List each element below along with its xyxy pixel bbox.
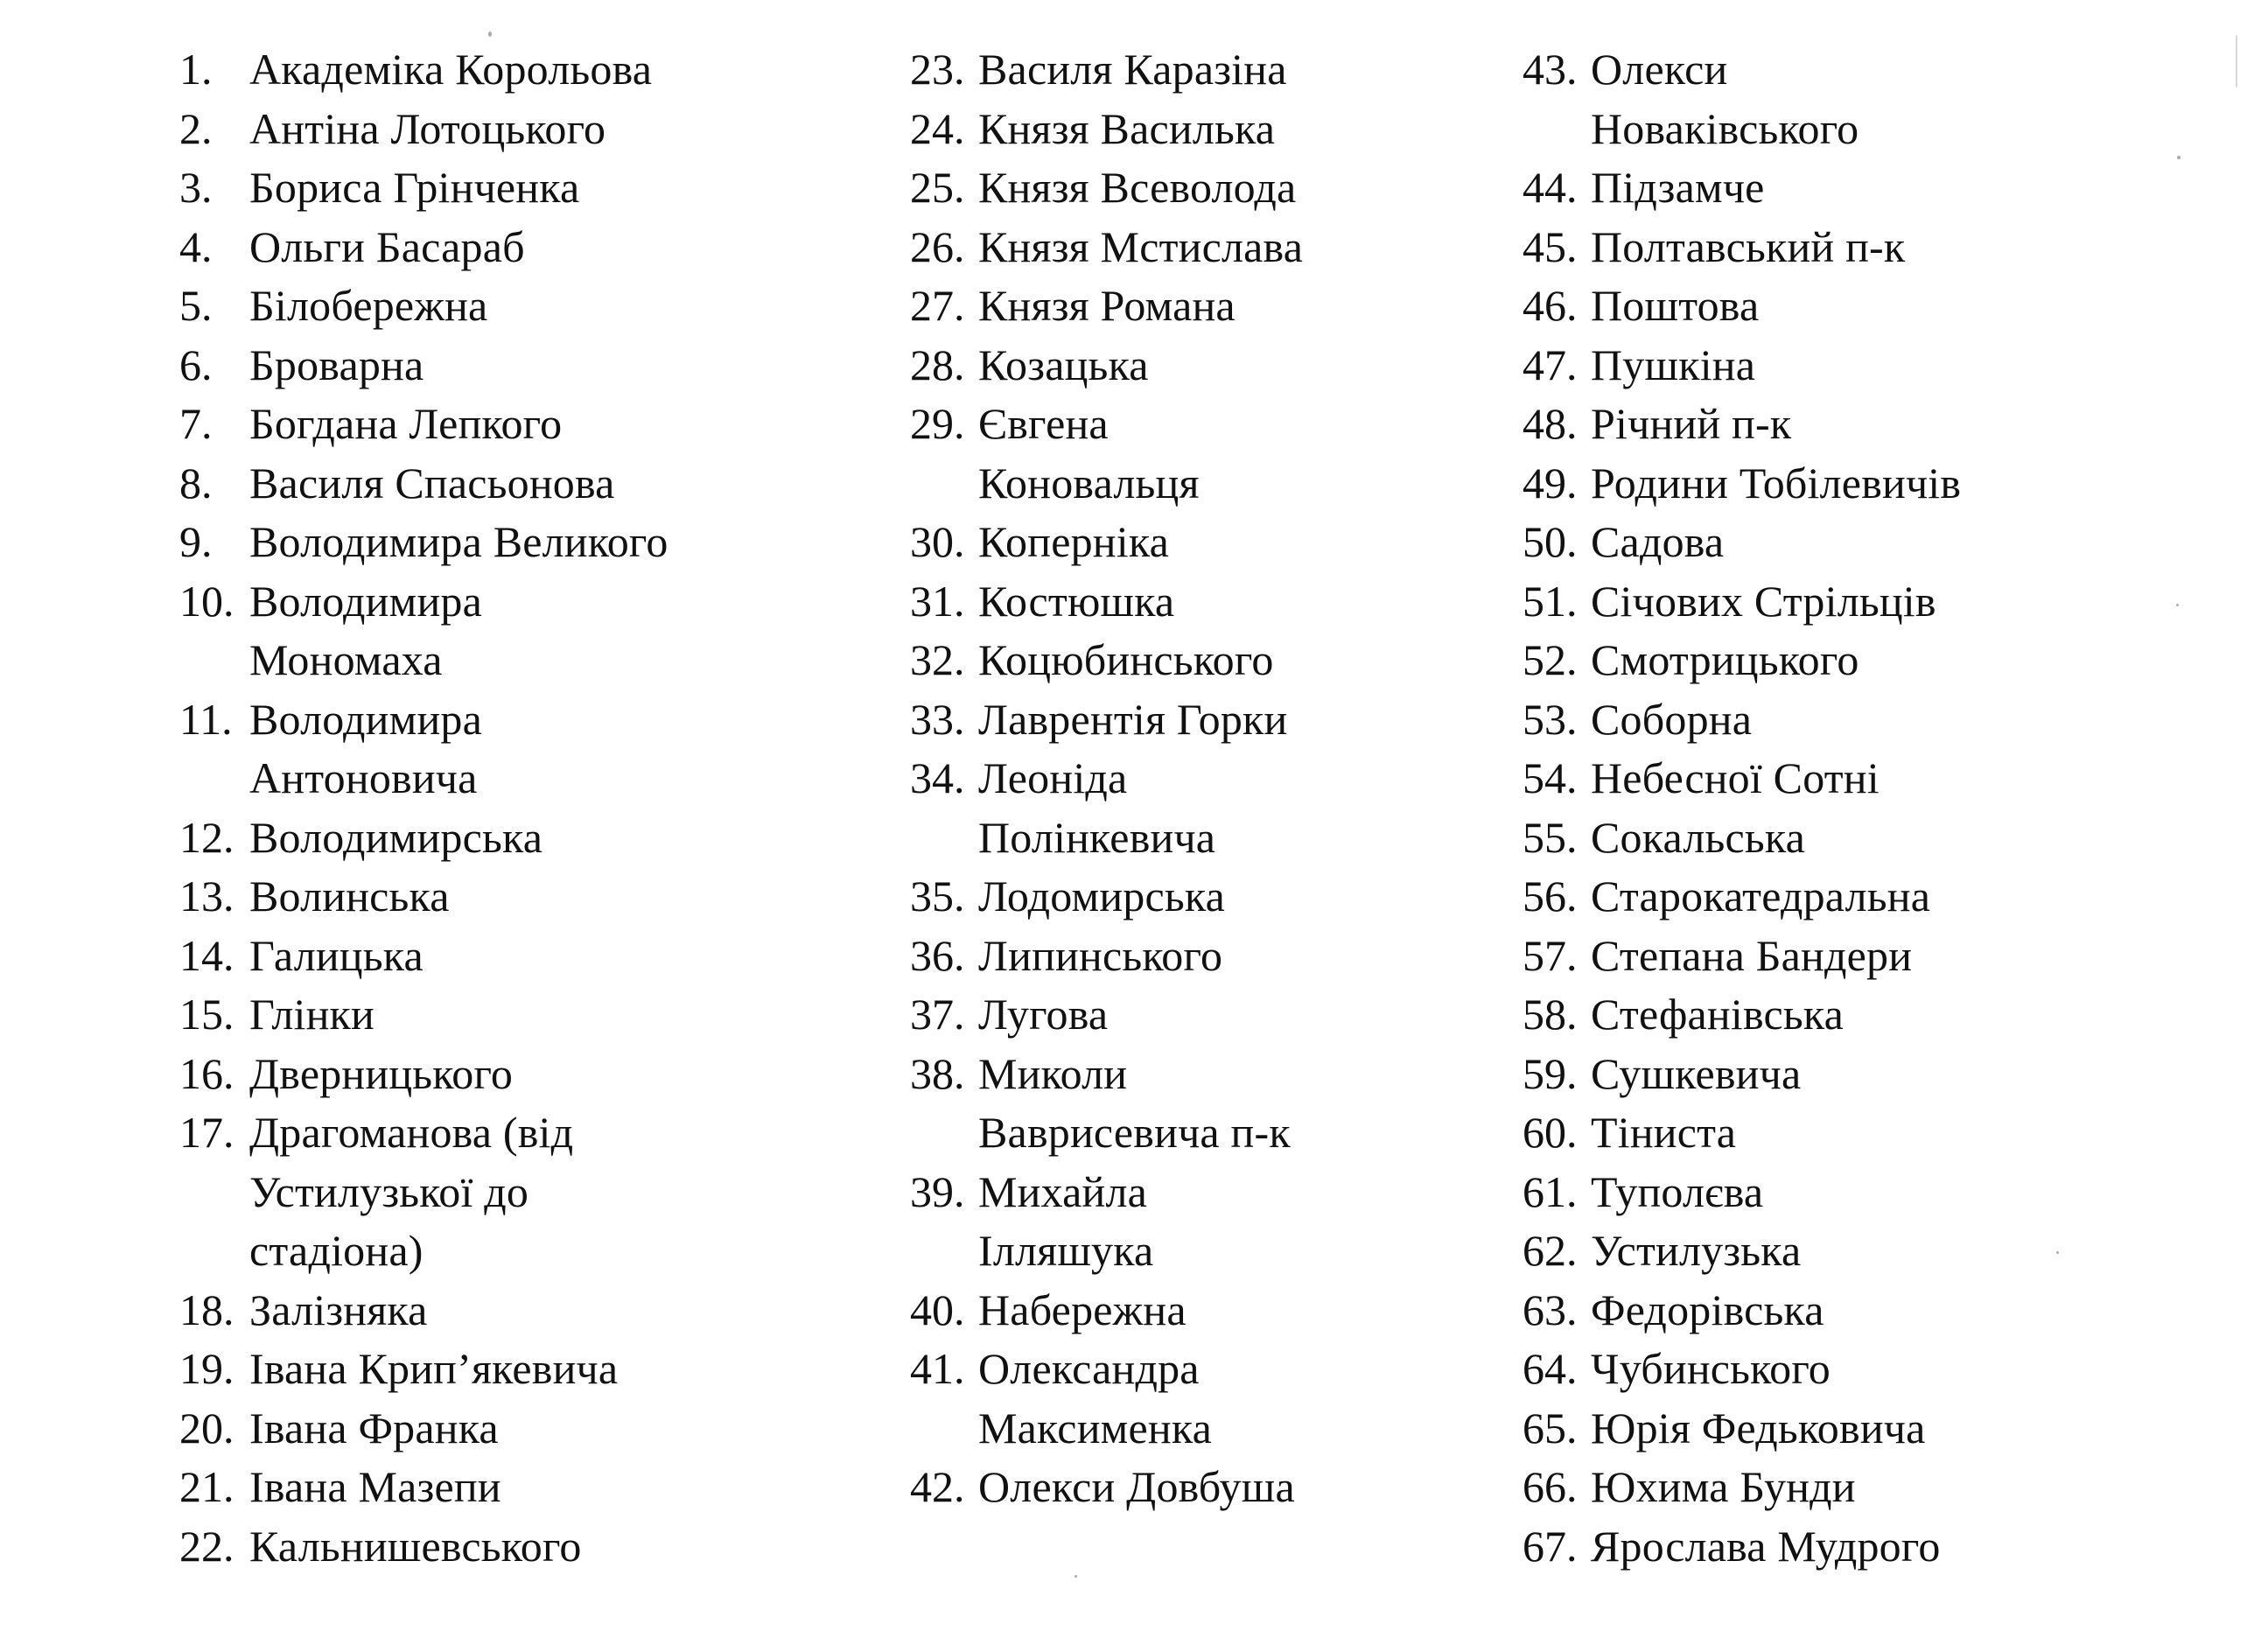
- street-name: [249, 276, 844, 336]
- street-name: [978, 1281, 1521, 1340]
- street-name: [1591, 1103, 2238, 1163]
- street-name: [1591, 985, 2238, 1045]
- street-name-line: Євгена: [978, 399, 1109, 448]
- list-item: [1522, 808, 2240, 868]
- item-number: 31.: [910, 576, 965, 626]
- street-name: [249, 1340, 844, 1399]
- item-number: 21.: [179, 1462, 234, 1511]
- list-item: [1522, 1517, 2240, 1577]
- list-item: [910, 1458, 1522, 1517]
- list-item: [1522, 1281, 2240, 1340]
- list-item: [1522, 1222, 2240, 1281]
- street-name: [1591, 1517, 2238, 1577]
- item-number: 49.: [1522, 458, 1578, 508]
- list-item: [910, 631, 1522, 690]
- list-item: [1522, 749, 2240, 808]
- list-item: [910, 336, 1522, 396]
- list-item: [179, 454, 879, 514]
- item-number: 13.: [179, 872, 234, 920]
- street-name: [1591, 40, 2238, 158]
- street-name-line: Старокатедральна: [1591, 872, 1931, 920]
- item-number: 64.: [1522, 1344, 1578, 1393]
- street-name: [249, 985, 844, 1045]
- street-name: [249, 100, 844, 159]
- street-name: [1591, 336, 2238, 396]
- street-name-line: Глінки: [249, 990, 374, 1039]
- list-item: [179, 100, 879, 159]
- list-item: [910, 276, 1522, 336]
- list-item: [910, 690, 1522, 750]
- street-name-line: Антоновича: [249, 753, 478, 802]
- item-number: 67.: [1522, 1521, 1578, 1571]
- street-name: [1591, 808, 2238, 868]
- item-number: 1.: [179, 45, 213, 94]
- street-name-line: Поштова: [1591, 281, 1760, 330]
- street-name-line: Волинська: [249, 872, 450, 920]
- item-number: 47.: [1522, 340, 1578, 389]
- item-number: 2.: [179, 103, 213, 153]
- street-name-line: Миколи: [978, 1048, 1128, 1098]
- list-item: [1522, 454, 2240, 514]
- street-name-line: Лугова: [978, 990, 1109, 1039]
- street-name-line: Юхима Бунди: [1591, 1462, 1856, 1511]
- street-name: [1591, 749, 2238, 808]
- item-number: 30.: [910, 517, 965, 566]
- street-name: [978, 395, 1521, 513]
- street-name-line: Пушкіна: [1591, 340, 1756, 389]
- item-number: 4.: [179, 221, 213, 271]
- item-number: 33.: [910, 694, 965, 744]
- list-item: [1522, 513, 2240, 572]
- item-number: 62.: [1522, 1226, 1578, 1275]
- item-number: 44.: [1522, 163, 1578, 212]
- street-name: [1591, 690, 2238, 750]
- street-name-line: Сушкевича: [1591, 1048, 1802, 1098]
- street-name: [978, 40, 1521, 100]
- item-number: 54.: [1522, 753, 1578, 802]
- street-name: [978, 867, 1521, 927]
- item-number: 57.: [1522, 930, 1578, 980]
- street-name-line: Князя Всеволода: [978, 163, 1297, 212]
- street-name-line: Бориса Грінченка: [249, 163, 580, 212]
- list-item: [1522, 867, 2240, 927]
- list-item: [910, 867, 1522, 927]
- street-name-line: Підзамче: [1591, 163, 1765, 212]
- street-name-line: Федорівська: [1591, 1284, 1824, 1334]
- street-name-line: Залізняка: [249, 1284, 428, 1334]
- item-number: 39.: [910, 1166, 965, 1216]
- list-item: [179, 40, 879, 100]
- street-name: [978, 985, 1521, 1045]
- street-name-line: Ілляшука: [978, 1226, 1154, 1275]
- list-item: [179, 218, 879, 277]
- street-name-line: Ярослава Мудрого: [1591, 1521, 1941, 1571]
- street-name: [978, 1163, 1521, 1281]
- list-item: [910, 749, 1522, 867]
- street-name-line: Чубинського: [1591, 1344, 1831, 1393]
- item-number: 52.: [1522, 635, 1578, 684]
- street-name-line: Галицька: [249, 930, 424, 980]
- street-name: [978, 336, 1521, 396]
- item-number: 20.: [179, 1403, 234, 1452]
- street-name-line: Ваврисевича п-к: [978, 1108, 1291, 1157]
- street-name: [978, 572, 1521, 632]
- item-number: 51.: [1522, 576, 1578, 626]
- street-name: [1591, 927, 2238, 986]
- street-name: [1591, 1340, 2238, 1399]
- street-name-line: Антіна Лотоцького: [249, 103, 606, 153]
- street-name: [249, 1281, 844, 1340]
- item-number: 63.: [1522, 1284, 1578, 1334]
- list-item: [179, 690, 879, 808]
- street-name: [978, 218, 1521, 277]
- list-item: [910, 1163, 1522, 1281]
- street-name: [249, 158, 844, 218]
- street-name: [249, 395, 844, 454]
- list-item: [1522, 276, 2240, 336]
- list-item: [179, 808, 879, 868]
- item-number: 25.: [910, 163, 965, 212]
- item-number: 7.: [179, 399, 213, 448]
- street-name-line: Василя Спасьонова: [249, 458, 615, 508]
- item-number: 10.: [179, 576, 234, 626]
- street-list-column-1: [179, 40, 879, 1576]
- list-item: [910, 513, 1522, 572]
- street-name-line: Академіка Корольова: [249, 45, 653, 94]
- street-name-line: Козацька: [978, 340, 1149, 389]
- street-name: [978, 1458, 1521, 1517]
- street-name: [249, 1045, 844, 1104]
- list-item: [1522, 572, 2240, 632]
- street-name-line: Князя Василька: [978, 103, 1276, 153]
- street-name: [249, 808, 844, 868]
- street-name-line: Костюшка: [978, 576, 1175, 626]
- item-number: 6.: [179, 340, 213, 389]
- street-name-line: Коновальця: [978, 458, 1200, 508]
- street-name-line: Броварна: [249, 340, 424, 389]
- item-number: 12.: [179, 812, 234, 862]
- street-name: [978, 1340, 1521, 1458]
- street-name-line: Володимира: [249, 694, 482, 744]
- item-number: 60.: [1522, 1108, 1578, 1157]
- list-item: [910, 40, 1522, 100]
- street-name: [1591, 1045, 2238, 1104]
- street-name: [249, 690, 844, 808]
- list-item: [910, 927, 1522, 986]
- street-name: [978, 158, 1521, 218]
- list-item: [179, 1458, 879, 1517]
- street-name-line: Стефанівська: [1591, 990, 1844, 1039]
- item-number: 23.: [910, 45, 965, 94]
- item-number: 66.: [1522, 1462, 1578, 1511]
- list-item: [179, 867, 879, 927]
- item-number: 46.: [1522, 281, 1578, 330]
- street-name: [249, 1399, 844, 1459]
- street-name: [1591, 218, 2238, 277]
- item-number: 17.: [179, 1108, 234, 1157]
- street-name: [978, 276, 1521, 336]
- street-name-line: Набережна: [978, 1284, 1186, 1334]
- street-name-line: Михайла: [978, 1166, 1148, 1216]
- street-name-line: Смотрицького: [1591, 635, 1859, 684]
- item-number: 29.: [910, 399, 965, 448]
- street-name-line: Мономаха: [249, 635, 443, 684]
- street-name-line: Князя Мстислава: [978, 221, 1304, 271]
- item-number: 58.: [1522, 990, 1578, 1039]
- street-name: [1591, 867, 2238, 927]
- street-name-line: Садова: [1591, 517, 1725, 566]
- list-item: [1522, 40, 2240, 158]
- list-item: [1522, 690, 2240, 750]
- street-name-line: Соборна: [1591, 694, 1753, 744]
- street-name-line: Лаврентія Горки: [978, 694, 1288, 744]
- street-name: [1591, 1222, 2238, 1281]
- list-item: [179, 513, 879, 572]
- street-name: [1591, 513, 2238, 572]
- list-item: [1522, 985, 2240, 1045]
- list-item: [179, 927, 879, 986]
- item-number: 53.: [1522, 694, 1578, 744]
- street-name-line: Дверницького: [249, 1048, 514, 1098]
- list-item: [1522, 158, 2240, 218]
- street-name: [1591, 454, 2238, 514]
- item-number: 55.: [1522, 812, 1578, 862]
- item-number: 11.: [179, 694, 233, 744]
- item-number: 34.: [910, 753, 965, 802]
- street-name: [249, 572, 844, 690]
- street-name-line: Кальнишевського: [249, 1521, 582, 1571]
- item-number: 24.: [910, 103, 965, 153]
- list-item: [179, 1340, 879, 1399]
- street-name: [978, 631, 1521, 690]
- street-name: [978, 100, 1521, 159]
- item-number: 65.: [1522, 1403, 1578, 1452]
- street-name: [1591, 395, 2238, 454]
- street-list-column-3: [1522, 40, 2240, 1576]
- item-number: 50.: [1522, 517, 1578, 566]
- list-item: [1522, 1045, 2240, 1104]
- street-name-line: Туполєва: [1591, 1166, 1764, 1216]
- list-item: [910, 572, 1522, 632]
- street-name-line: Небесної Сотні: [1591, 753, 1880, 802]
- street-name: [249, 40, 844, 100]
- list-item: [179, 395, 879, 454]
- list-item: [179, 336, 879, 396]
- list-item: [910, 218, 1522, 277]
- list-item: [179, 1103, 879, 1281]
- list-item: [179, 1281, 879, 1340]
- street-name: [1591, 276, 2238, 336]
- item-number: 3.: [179, 163, 213, 212]
- item-number: 42.: [910, 1462, 965, 1511]
- street-name-line: Степана Бандери: [1591, 930, 1913, 980]
- street-name-line: Коперніка: [978, 517, 1169, 566]
- street-name-line: Січових Стрільців: [1591, 576, 1936, 626]
- street-name-line: Полтавський п-к: [1591, 221, 1906, 271]
- list-item: [1522, 1340, 2240, 1399]
- street-name: [249, 927, 844, 986]
- street-name-line: Олександра: [978, 1344, 1200, 1393]
- street-list-column-2: [910, 40, 1522, 1517]
- list-item: [910, 158, 1522, 218]
- item-number: 45.: [1522, 221, 1578, 271]
- item-number: 38.: [910, 1048, 965, 1098]
- street-name-line: Івана Крип’якевича: [249, 1344, 619, 1393]
- street-name: [1591, 1163, 2238, 1222]
- item-number: 61.: [1522, 1166, 1578, 1216]
- item-number: 27.: [910, 281, 965, 330]
- item-number: 8.: [179, 458, 213, 508]
- street-name-line: Максименка: [978, 1403, 1212, 1452]
- street-name-line: Устилузької до: [249, 1166, 529, 1216]
- list-item: [1522, 927, 2240, 986]
- street-name-line: Сокальська: [1591, 812, 1805, 862]
- list-item: [910, 1281, 1522, 1340]
- list-item: [1522, 395, 2240, 454]
- street-name-line: Річний п-к: [1591, 399, 1792, 448]
- list-item: [179, 1045, 879, 1104]
- list-item: [910, 100, 1522, 159]
- street-name: [249, 336, 844, 396]
- street-name: [1591, 572, 2238, 632]
- item-number: 26.: [910, 221, 965, 271]
- list-item: [910, 395, 1522, 513]
- street-name-line: Леоніда: [978, 753, 1128, 802]
- street-name-line: Івана Мазепи: [249, 1462, 501, 1511]
- street-name: [1591, 158, 2238, 218]
- street-name-line: Князя Романа: [978, 281, 1236, 330]
- item-number: 40.: [910, 1284, 965, 1334]
- list-item: [910, 1340, 1522, 1458]
- list-item: [1522, 1103, 2240, 1163]
- item-number: 16.: [179, 1048, 234, 1098]
- item-number: 15.: [179, 990, 234, 1039]
- street-name-line: Полінкевича: [978, 812, 1216, 862]
- street-name-line: Володимирська: [249, 812, 543, 862]
- item-number: 5.: [179, 281, 213, 330]
- street-name-line: Тіниста: [1591, 1108, 1737, 1157]
- item-number: 22.: [179, 1521, 234, 1571]
- list-item: [1522, 631, 2240, 690]
- street-name: [978, 690, 1521, 750]
- item-number: 43.: [1522, 45, 1578, 94]
- street-name: [249, 1517, 844, 1577]
- street-name-line: Липинського: [978, 930, 1223, 980]
- street-name: [1591, 1399, 2238, 1459]
- street-name-line: Білобережна: [249, 281, 488, 330]
- street-name: [1591, 631, 2238, 690]
- item-number: 18.: [179, 1284, 234, 1334]
- list-item: [1522, 1163, 2240, 1222]
- street-name-line: Коцюбинського: [978, 635, 1274, 684]
- item-number: 56.: [1522, 872, 1578, 920]
- item-number: 14.: [179, 930, 234, 980]
- street-name-line: Богдана Лепкого: [249, 399, 563, 448]
- street-name: [249, 1458, 844, 1517]
- street-name: [978, 1045, 1521, 1163]
- street-name: [978, 927, 1521, 986]
- street-name: [249, 1103, 844, 1281]
- street-name-line: стадіона): [249, 1226, 424, 1275]
- list-item: [910, 985, 1522, 1045]
- list-item: [1522, 218, 2240, 277]
- item-number: 37.: [910, 990, 965, 1039]
- list-item: [179, 158, 879, 218]
- street-name: [978, 749, 1521, 867]
- street-name-line: Ольги Басараб: [249, 221, 525, 271]
- item-number: 28.: [910, 340, 965, 389]
- street-name-line: Юрія Федьковича: [1591, 1403, 1926, 1452]
- list-item: [179, 985, 879, 1045]
- list-item: [1522, 336, 2240, 396]
- street-name: [249, 867, 844, 927]
- item-number: 9.: [179, 517, 213, 566]
- street-name-line: Василя Каразіна: [978, 45, 1287, 94]
- list-item: [179, 276, 879, 336]
- item-number: 48.: [1522, 399, 1578, 448]
- street-name-line: Драгоманова (від: [249, 1108, 574, 1157]
- list-item: [1522, 1399, 2240, 1459]
- street-name-line: Лодомирська: [978, 872, 1226, 920]
- item-number: 36.: [910, 930, 965, 980]
- street-name-line: Новаківського: [1591, 103, 1859, 153]
- list-item: [910, 1045, 1522, 1163]
- street-name-line: Родини Тобілевичів: [1591, 458, 1962, 508]
- street-name-line: Олекси Довбуша: [978, 1462, 1295, 1511]
- street-name: [249, 454, 844, 514]
- list-item: [179, 572, 879, 690]
- street-name-line: Володимира: [249, 576, 482, 626]
- street-name: [249, 218, 844, 277]
- street-name: [249, 513, 844, 572]
- street-name-line: Олекси: [1591, 45, 1728, 94]
- street-name-line: Івана Франка: [249, 1403, 499, 1452]
- item-number: 19.: [179, 1344, 234, 1393]
- list-item: [179, 1399, 879, 1459]
- street-name: [978, 513, 1521, 572]
- street-name: [1591, 1458, 2238, 1517]
- list-item: [179, 1517, 879, 1577]
- street-name-line: Устилузька: [1591, 1226, 1802, 1275]
- item-number: 59.: [1522, 1048, 1578, 1098]
- street-name: [1591, 1281, 2238, 1340]
- list-item: [1522, 1458, 2240, 1517]
- item-number: 35.: [910, 872, 965, 920]
- street-name-line: Володимира Великого: [249, 517, 668, 566]
- item-number: 32.: [910, 635, 965, 684]
- item-number: 41.: [910, 1344, 965, 1393]
